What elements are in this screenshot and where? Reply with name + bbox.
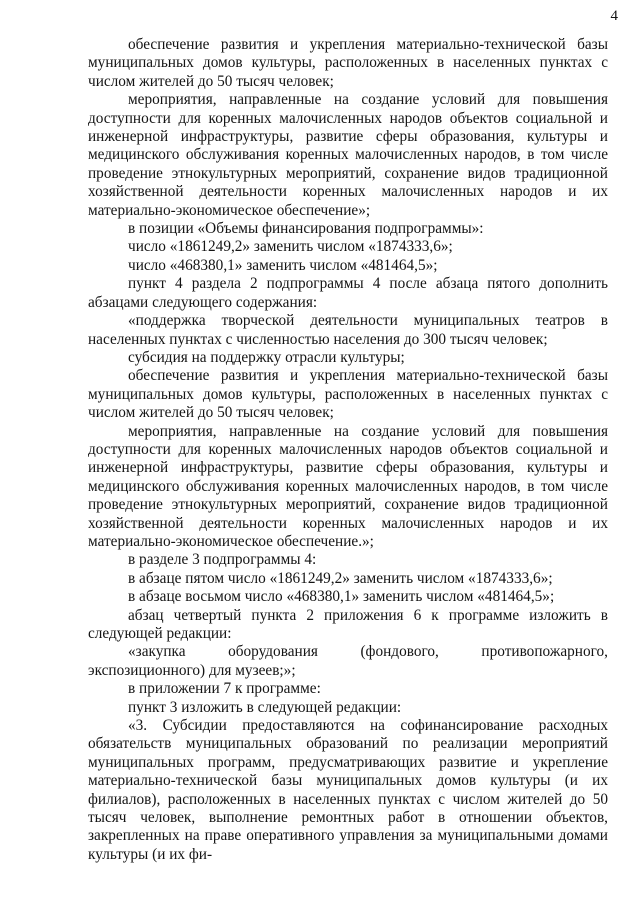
- paragraph-4: число «1861249,2» заменить числом «1874333,6»;: [128, 238, 453, 256]
- paragraph-17: пункт 3 изложить в следующей редакции:: [128, 698, 402, 716]
- paragraph-11: в разделе 3 подпрограммы 4:: [128, 551, 317, 569]
- paragraph-8: субсидия на поддержку отрасли культуры;: [128, 348, 405, 366]
- page-number: 4: [610, 8, 618, 24]
- document-body: [88, 36, 608, 864]
- paragraph-1: обеспечение развития и укрепления материально-технической базы муниципальных домов культуры, расположенных в населенных пунктах с числом жителей до 50 тысяч человек;: [88, 36, 608, 90]
- paragraph-18: «3. Субсидии предоставляются на софинансирование расходных обязательств муниципальных образований по реализации мероприятий муниципальных программ, предусматривающих развитие и укрепление материально-технической базы муниципальных домов культуры (и их филиалов), расположенных в населенных пунктах с числом жителей до 50 тысяч человек, выполнение ремонтных работ в отношении объектов, закрепленных на праве оперативного управления за муниципальными домами культуры (и их фи-: [88, 717, 608, 863]
- paragraph-15: «закупка оборудования (фондового, противопожарного, экспозиционного) для музеев;»;: [88, 643, 608, 679]
- paragraph-7: «поддержка творческой деятельности муниципальных театров в населенных пунктах с численностью населения до 300 тысяч человек;: [88, 312, 608, 348]
- paragraph-16: в приложении 7 к программе:: [128, 680, 321, 698]
- paragraph-2: мероприятия, направленные на создание условий для повышения доступности для коренных малочисленных народов объектов социальной и инженерной инфраструктуры, развитие сферы образования, культуры и медицинского обслуживания коренных малочисленных народов, в том числе проведение этнокультурных мероприятий, сохранение видов традиционной хозяйственной деятельности коренных малочисленных народов и их материально-экономическое обеспечение»;: [88, 91, 608, 219]
- paragraph-12: в абзаце пятом число «1861249,2» заменить числом «1874333,6»;: [128, 569, 553, 587]
- paragraph-13: в абзаце восьмом число «468380,1» заменить числом «481464,5»;: [128, 588, 555, 606]
- paragraph-3: в позиции «Объемы финансирования подпрограммы»:: [128, 220, 484, 238]
- paragraph-10: мероприятия, направленные на создание условий для повышения доступности для коренных малочисленных народов объектов социальной и инженерной инфраструктуры, развитие сферы образования, культуры и медицинского обслуживания коренных малочисленных народов, в том числе проведение этнокультурных мероприятий, сохранение видов традиционной хозяйственной деятельности коренных малочисленных народов и их материально-экономическое обеспечение.»;: [88, 422, 608, 550]
- paragraph-9: обеспечение развития и укрепления материально-технической базы муниципальных домов культуры, расположенных в населенных пунктах с числом жителей до 50 тысяч человек;: [88, 367, 608, 422]
- paragraph-6: пункт 4 раздела 2 подпрограммы 4 после абзаца пятого дополнить абзацами следующего содержания:: [88, 275, 608, 311]
- paragraph-14: абзац четвертый пункта 2 приложения 6 к программе изложить в следующей редакции:: [88, 606, 608, 642]
- paragraph-5: число «468380,1» заменить числом «481464,5»;: [128, 256, 438, 274]
